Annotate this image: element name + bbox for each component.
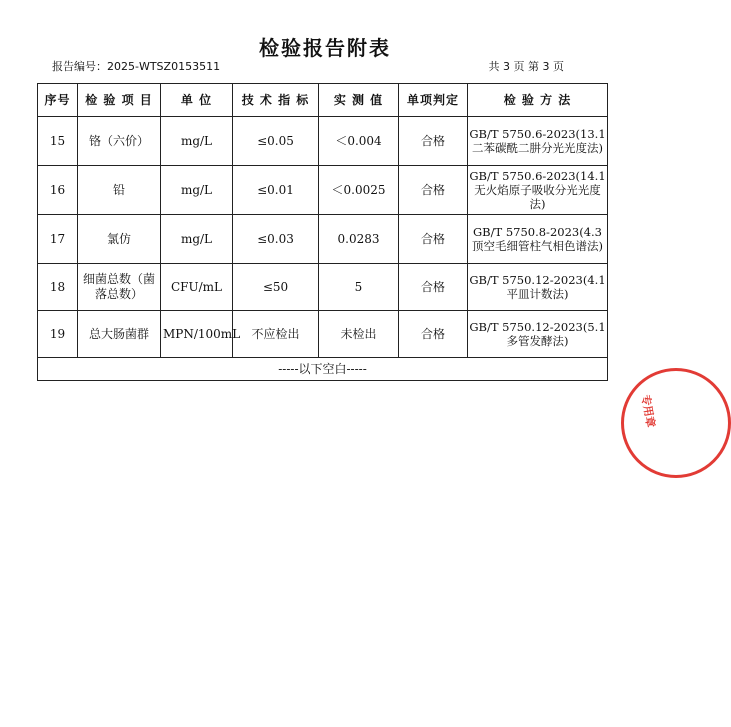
official-seal [621, 368, 731, 478]
seal-text: 专用章 [638, 393, 658, 429]
cell-verdict: 合格 [399, 215, 468, 264]
cell-no: 16 [38, 166, 78, 215]
cell-limit: ≤50 [233, 264, 319, 311]
cell-result: 5 [319, 264, 399, 311]
cell-item: 铬（六价） [78, 117, 161, 166]
cell-no: 18 [38, 264, 78, 311]
cell-result: ＜0.0025 [319, 166, 399, 215]
cell-verdict: 合格 [399, 311, 468, 358]
cell-item: 细菌总数（菌落总数） [78, 264, 161, 311]
cell-no: 15 [38, 117, 78, 166]
cell-limit: ≤0.05 [233, 117, 319, 166]
cell-item: 铅 [78, 166, 161, 215]
table-header-row [38, 84, 608, 117]
header-unit: 单 位 [161, 84, 233, 117]
cell-result: ＜0.004 [319, 117, 399, 166]
cell-unit: MPN/100mL [161, 311, 233, 358]
document-title: 检验报告附表 [259, 36, 391, 60]
cell-result: 未检出 [319, 311, 399, 358]
header-method: 检 验 方 法 [468, 84, 608, 117]
table-row [38, 311, 608, 358]
cell-result: 0.0283 [319, 215, 399, 264]
blank-remainder-note: -----以下空白----- [38, 358, 608, 381]
header-item: 检 验 项 目 [78, 84, 161, 117]
cell-verdict: 合格 [399, 166, 468, 215]
cell-limit: ≤0.01 [233, 166, 319, 215]
header-no: 序号 [38, 84, 78, 117]
cell-item: 氯仿 [78, 215, 161, 264]
report-number: 报告编号：2025-WTSZ0153511 [52, 60, 221, 73]
cell-method: GB/T 5750.12-2023(4.1平皿计数法) [468, 264, 608, 311]
table-row [38, 264, 608, 311]
cell-unit: mg/L [161, 166, 233, 215]
cell-method: GB/T 5750.6-2023(13.1二苯碳酰二肼分光光度法) [468, 117, 608, 166]
header-result: 实 测 值 [319, 84, 399, 117]
cell-method: GB/T 5750.6-2023(14.1无火焰原子吸收分光光度法) [468, 166, 608, 215]
blank-remainder-row [38, 358, 608, 381]
header-verdict: 单项判定 [399, 84, 468, 117]
cell-no: 17 [38, 215, 78, 264]
table-row [38, 215, 608, 264]
cell-unit: CFU/mL [161, 264, 233, 311]
cell-limit: ≤0.03 [233, 215, 319, 264]
table-row [38, 166, 608, 215]
header-limit: 技 术 指 标 [233, 84, 319, 117]
table-row [38, 117, 608, 166]
cell-item: 总大肠菌群 [78, 311, 161, 358]
page-info: 共 3 页 第 3 页 [488, 60, 564, 73]
cell-limit: 不应检出 [233, 311, 319, 358]
cell-unit: mg/L [161, 117, 233, 166]
cell-unit: mg/L [161, 215, 233, 264]
cell-verdict: 合格 [399, 117, 468, 166]
results-table [37, 83, 608, 381]
cell-method: GB/T 5750.8-2023(4.3顶空毛细管柱气相色谱法) [468, 215, 608, 264]
cell-method: GB/T 5750.12-2023(5.1多管发酵法) [468, 311, 608, 358]
cell-verdict: 合格 [399, 264, 468, 311]
cell-no: 19 [38, 311, 78, 358]
